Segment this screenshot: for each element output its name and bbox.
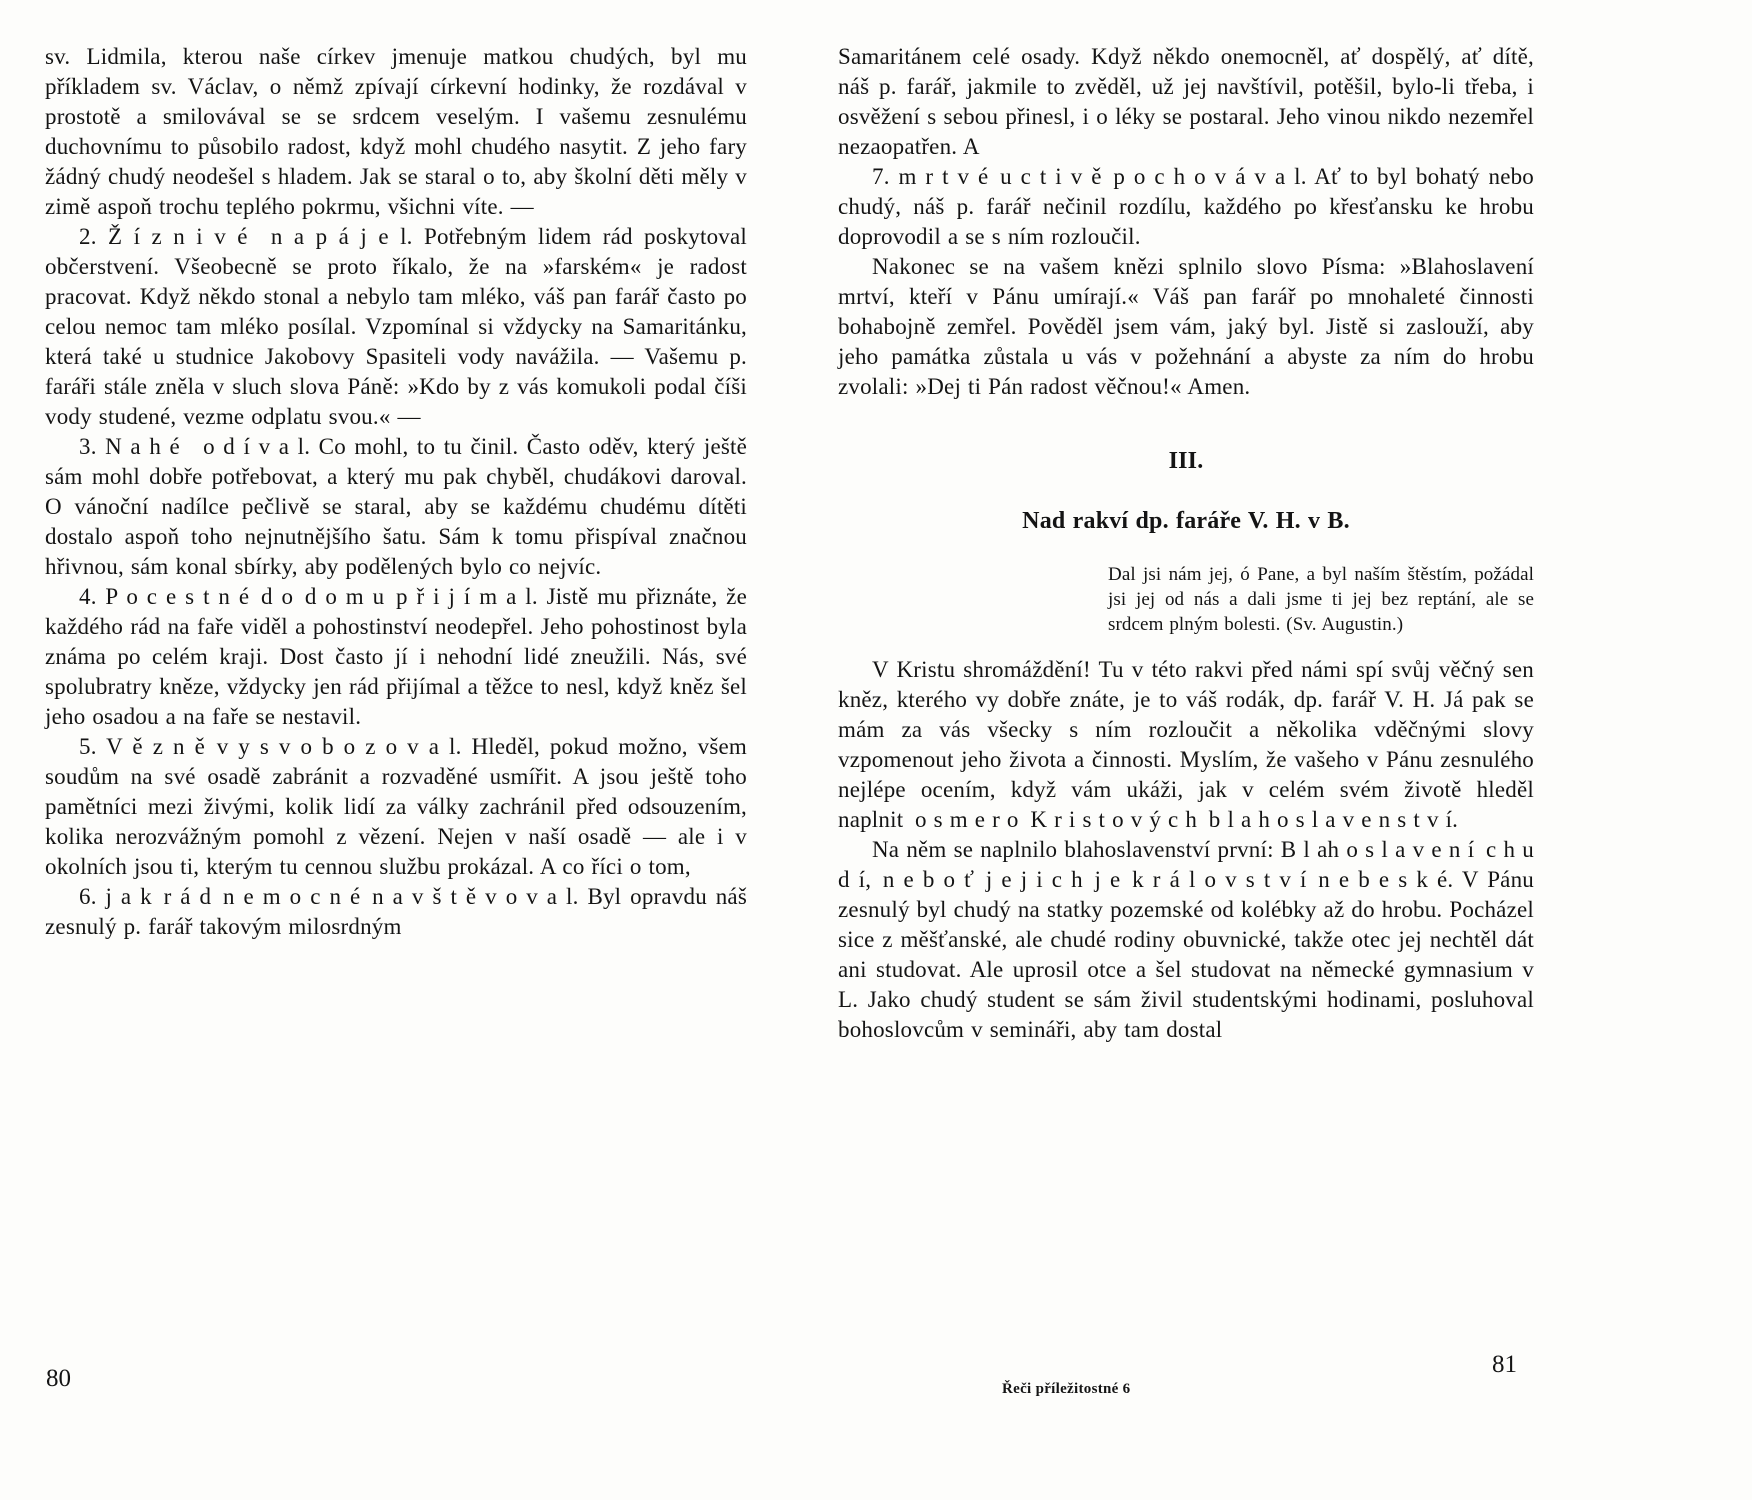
paragraph: Samaritánem celé osady. Když někdo onemocněl, ať dospělý, ať dítě, náš p. farář, jakmile to zvěděl, už jej navštívil, potěšil, bylo-li třeba, i osvěžení s sebou přinesl, i o léky se postaral. Jeho vinou nikdo nezemřel nezaopatřen. A [838, 44, 1534, 159]
page-number-right: 81 [1492, 1351, 1517, 1378]
running-footer: Řeči příležitostné 6 [1002, 1381, 1131, 1397]
paragraph: V Kristu shromáždění! Tu v této rakvi před námi spí svůj věčný sen kněz, kterého vy dobře znáte, je to váš rodák, dp. farář V. H. Já pak se mám za vás všecky s ním rozloučit a několika vděčnými slovy vzpomenout jeho života a činnosti. Myslím, že vašeho v Pánu zesnulého nejlépe ocením, když vám ukáži, jak v celém svém životě hleděl naplnit o s m e r o K r i s t o v ý c h b l a h o s l a v e n s t v í. [838, 657, 1534, 832]
page-number-left: 80 [46, 1365, 71, 1392]
epigraph: Dal jsi nám jej, ó Pane, a byl naším štěstím, požádal jsi jej od nás a dali jsme ti jej bez reptání, ale se srdcem plným bolesti. (Sv. Augustin.) [1108, 564, 1534, 635]
left-page-text-column [45, 42, 747, 942]
paragraph: 6. j a k r á d n e m o c n é n a v š t ě v o v a l. Byl opravdu náš zesnulý p. farář takovým milosrdným [45, 884, 747, 939]
paragraph: Nakonec se na vašem knězi splnilo slovo Písma: »Blahoslavení mrtví, kteří v Pánu umírají.« Váš pan farář po mnohaleté činnosti bohabojně zemřel. Pověděl jsem vám, jaký byl. Jistě si zaslouží, aby jeho památka zůstala u vás v požehnání a abyste za ním do hrobu zvolali: »Dej ti Pán radost věčnou!« Amen. [838, 254, 1534, 399]
chapter-title: Nad rakví dp. faráře V. H. v B. [1022, 508, 1350, 534]
paragraph: 7. m r t v é u c t i v ě p o c h o v á v a l. Ať to byl bohatý nebo chudý, náš p. farář nečinil rozdílu, každého po křesťansku ke hrobu doprovodil a se s ním rozloučil. [838, 164, 1534, 249]
paragraph: 2. Ž í z n i v é n a p á j e l. Potřebným lidem rád poskytoval občerstvení. Všeobecně se proto říkalo, že na »farském« je radost pracovat. Když někdo stonal a nebylo tam mléko, váš pan farář často po celou nemoc tam mléko posílal. Vzpomínal si vždycky na Samaritánku, která také u studnice Jakobovy Spasiteli vody navážila. — Vašemu p. faráři stále zněla v sluch slova Páně: »Kdo by z vás komukoli podal číši vody studené, vezme odplatu svou.« — [45, 224, 747, 429]
section-number: III. [1168, 448, 1204, 474]
paragraph: Na něm se naplnilo blahoslavenství první: B l ah o s l a v e n í c h u d í, n e b o ť j e j i c h j e k r á l o v s t v í n e b e s k é. V Pánu zesnulý byl chudý na statky pozemské od kolébky až do hrobu. Pocházel sice z měšťanské, ale chudé rodiny obuvnické, takže otec jej nechtěl dát ani studovat. Ale uprosil otce a šel studovat na německé gymnasium v L. Jako chudý student se sám živil studentskými hodinami, posluhoval bohoslovcům v semináři, aby tam dostal [838, 837, 1534, 1042]
right-page-text-column [838, 42, 1534, 1045]
paragraph: 4. P o c e s t n é d o d o m u p ř i j í m a l. Jistě mu přiznáte, že každého rád na faře viděl a pohostinství neodepřel. Jeho pohostinost byla známa po celém kraji. Dost často jí i nehodní lidé zneužili. Nás, své spolubratry kněze, vždycky jen rád přijímal a těžce to nesl, když kněz šel jeho osadou a na faře se nestavil. [45, 584, 747, 729]
paragraph: sv. Lidmila, kterou naše církev jmenuje matkou chudých, byl mu příkladem sv. Václav, o němž zpívají církevní hodinky, že rozdával v prostotě a smilovával se se srdcem veselým. I vašemu zesnulému duchovnímu to působilo radost, když mohl chudého nasytit. Z jeho fary žádný chudý neodešel s hladem. Jak se staral o to, aby školní děti měly v zimě aspoň trochu teplého pokrmu, všichni víte. — [45, 44, 747, 219]
paragraph: 5. V ě z n ě v y s v o b o z o v a l. Hleděl, pokud možno, všem soudům na své osadě zabránit a rozvaděné usmířit. A jsou ještě toho pamětníci mezi živými, kolik lidí za války zachránil před odsouzením, kolika nerozvážným pomohl z vězení. Nejen v naší osadě — ale i v okolních jsou ti, kterým tu cennou službu prokázal. A co říci o tom, [45, 734, 747, 879]
paragraph: 3. N a h é o d í v a l. Co mohl, to tu činil. Často oděv, který ještě sám mohl dobře potřebovat, a který mu pak chyběl, chudákovi daroval. O vánoční nadílce pečlivě se staral, aby se každému chudému dítěti dostalo aspoň toho nejnutnějšího šatu. Sám k tomu přispíval značnou hřivnou, sám konal sbírky, aby podělených bylo co nejvíc. [45, 434, 747, 579]
